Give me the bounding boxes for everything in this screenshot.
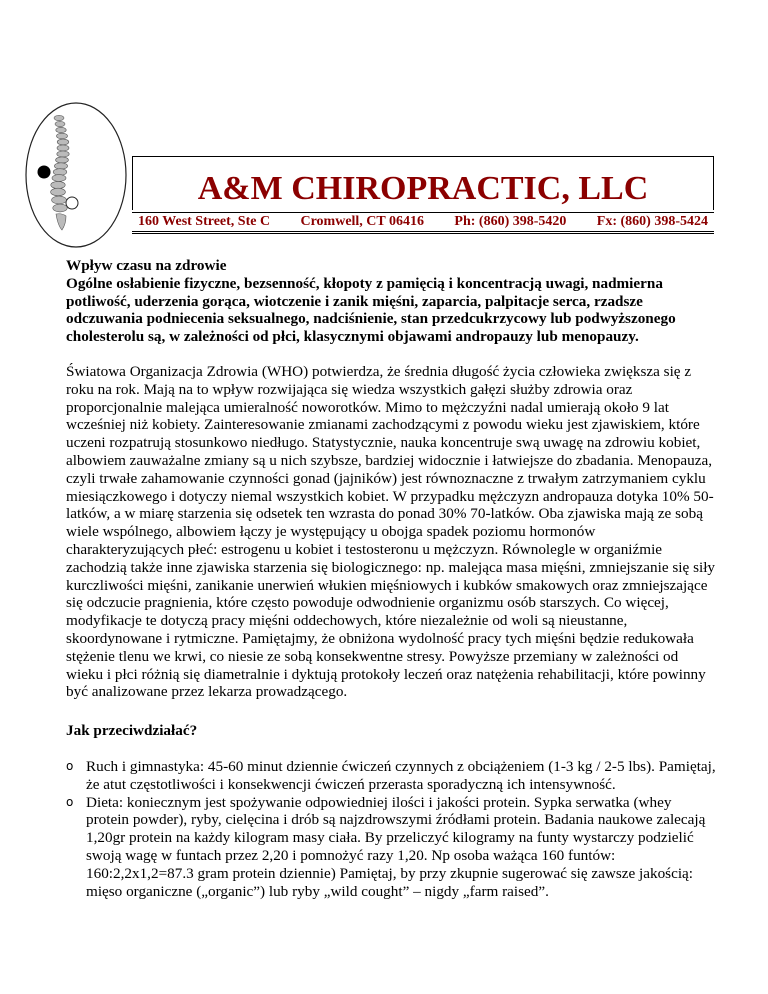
body-paragraph: Światowa Organizacja Zdrowia (WHO) potwierdza, że średnia długość życia człowieka zwiększa się z roku na rok. Mają na to wpływ rozwijająca się wiedza wszystkich gałęzi służby zdrowia oraz proporcjonalnie malejąca umieralność noworotków. Mimo to mężczyźni nadal umierają około 9 lat wcześniej niż kobiety. Zainteresowanie zmianami zachodzącymi z powodu wieku jest zjawiskiem, które uczeni rozpatrują stosunkowo niedługo. Statystycznie, nauka koncentruje swą uwagę na zdrowiu kobiet, albowiem zauważalne zmiany są u nich szybsze, bardziej widocznie i łatwiejsze do zbadania. Menopauza, czyli trwałe zahamowanie czynności gonad (jajników) jest równoznaczne z trwałym zatrzymaniem cyklu miesiączkowego i dotyczy niemal wszystkich kobiet. W przypadku mężczyzn andropauza dotyka 10% 50-latków, a w miarę starzenia się odsetek ten wzrasta do ponad 30% 70-latków. Oba zjawiska mają ze sobą wiele wspólnego, albowiem łączy je występujący u obojga spadek poziomu hormonów charakteryzujących płeć: estrogenu u kobiet i testosteronu u mężczyzn. Równolegle w organiźmie zachodzią także inne zjawiska starzenia się biologicznego: np. malejąca masa mięśni, zmniejszanie się siły kurczliwości mięśni, zanikanie unerwień włukien mięśniowych i kubków smakowych oraz zmniejszające się odczucie pragnienia, które często powoduje odwodnienie organizmu osób starszych. Co więcej, modyfikacje te dotyczą pracy mięśni oddechowych, które niezależnie od woli są nieustanne, skoordynowane i rytmiczne. Pamiętajmy, że obniżona wydolność pracy tych mięśni będzie redukowała stężenie tlenu we krwi, co niesie ze sobą konsekwentne stresy. Powyższe przemiany w zależności od wieku i płci różnią się diametralnie i dyktują protokoły leczeń oraz natężenia rehabilitacji, które powinny być analizowane przez lekarza prowadzącego.	[66, 362, 716, 701]
list-item-text: Dieta: koniecznym jest spożywanie odpowiedniej ilości i jakości protein. Sypka serwatka (whey protein powder), ryby, cielęcina i drób są najzdrowszymi źródłami protein. Badania naukowe zalecają 1,20gr protein na każdy kilogram masy ciała. By przeliczyć kilogramy na funty wystarczy podzielić swoją wagę w funtach przez 2,20 i pomnożyć razy 1,20. Np osoba ważąca 160 funtów: 160:2,2x1,2=87.3 gram protein dziennie) Pamiętaj, by przy zkupnie sugerować się zawsze jakością: mięso organiczne („organic”) lub ryby „wild cought” – nigdy „farm raised”.	[86, 793, 706, 900]
phone-number: Ph: (860) 398-5420	[454, 214, 567, 229]
bullet-marker: o	[66, 758, 74, 773]
fax-number: Fx: (860) 398-5424	[596, 214, 708, 229]
intro-paragraph: Ogólne osłabienie fizyczne, bezsenność, kłopoty z pamięcią i koncentracją uwagi, nadmierna potliwość, uderzenia gorąca, wiotczenie i zanik mięśni, zaparcia, palpitacje serca, rzadsze odczuwania podniecenia seksualnego, nadciśnienie, stan przedcukrzycowy lub podwyższonego cholesterolu są, w zależności od płci, klasycznymi objawami andropauzy lub menopauzy.	[66, 274, 676, 346]
spine-logo-icon	[22, 100, 132, 250]
address-line	[132, 212, 714, 234]
article-title: Wpływ czasu na zdrowie	[66, 257, 227, 274]
subheading: Jak przeciwdziałać?	[66, 722, 198, 740]
city-address: Cromwell, CT 06416	[300, 214, 425, 229]
advice-list	[66, 758, 716, 900]
list-item-text: Ruch i gimnastyka: 45-60 minut dziennie ćwiczeń czynnych z obciążeniem (1-3 kg / 2-5 lbs). Pamiętaj, że atut częstotliwości i konsekwencji ćwiczeń przerasta sporadyczną ich intensywność.	[86, 757, 716, 793]
bullet-marker: o	[66, 794, 74, 809]
list-item	[66, 758, 716, 794]
company-name: A&M CHIROPRACTIC, LLC	[197, 170, 649, 207]
article	[66, 257, 716, 900]
street-address: 160 West Street, Ste C	[138, 214, 271, 229]
list-item	[66, 794, 716, 901]
